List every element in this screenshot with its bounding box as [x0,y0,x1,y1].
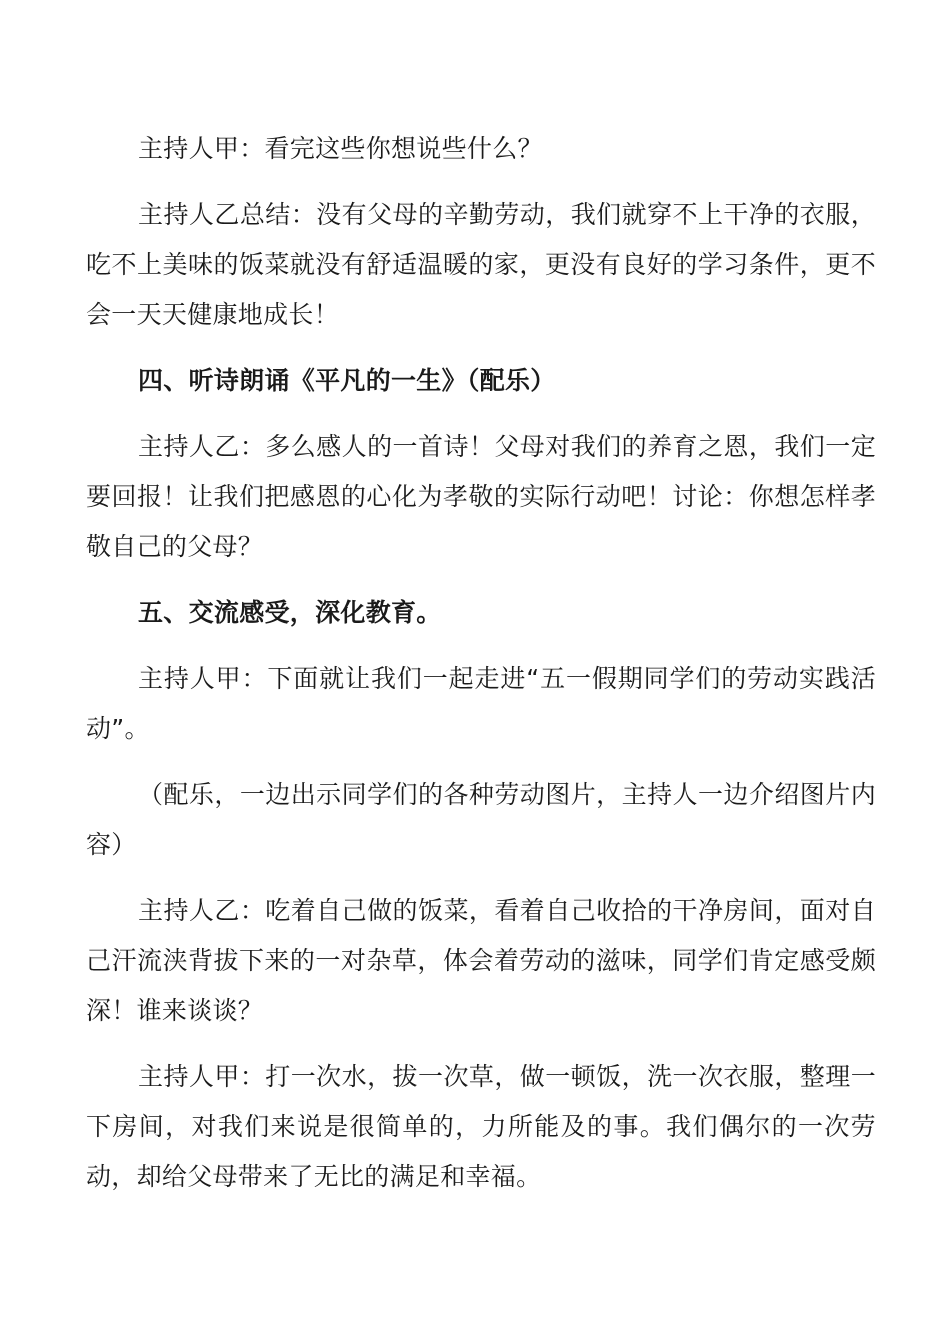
paragraph-host-a-question: 主持人甲：看完这些你想说些什么？ [138,134,543,163]
paragraph-host-b-labor: 主持人乙：吃着自己做的饭菜，看着自己收拾的干净房间，面对自己汗流浃背拔下来的一对杂草，体会着劳动的滋味，同学们肯定感受颇深！谁来谈谈？ [86,896,876,1025]
paragraph-host-a-intro: 主持人甲：下面就让我们一起走进“五一假期同学们的劳动实践活动”。 [86,664,876,743]
section-heading-four: 四、听诗朗诵《平凡的一生》（配乐） [138,366,556,395]
paragraph-host-b-summary: 主持人乙总结：没有父母的辛勤劳动，我们就穿不上干净的衣服，吃不上美味的饭菜就没有舒适温暖的家，更没有良好的学习条件，更不会一天天健康地成长！ [86,200,876,329]
paragraph-host-b-poem: 主持人乙：多么感人的一首诗！父母对我们的养育之恩，我们一定要回报！让我们把感恩的心化为孝敬的实际行动吧！讨论：你想怎样孝敬自己的父母？ [86,432,876,561]
section-heading-five: 五、交流感受，深化教育。 [138,598,442,627]
document-body [86,124,876,1218]
paragraph-host-a-conclusion: 主持人甲：打一次水，拔一次草，做一顿饭，洗一次衣服，整理一下房间，对我们来说是很简单的，力所能及的事。我们偶尔的一次劳动，却给父母带来了无比的满足和幸福。 [86,1062,876,1191]
paragraph-stage-direction: （配乐，一边出示同学们的各种劳动图片，主持人一边介绍图片内容） [86,780,876,859]
